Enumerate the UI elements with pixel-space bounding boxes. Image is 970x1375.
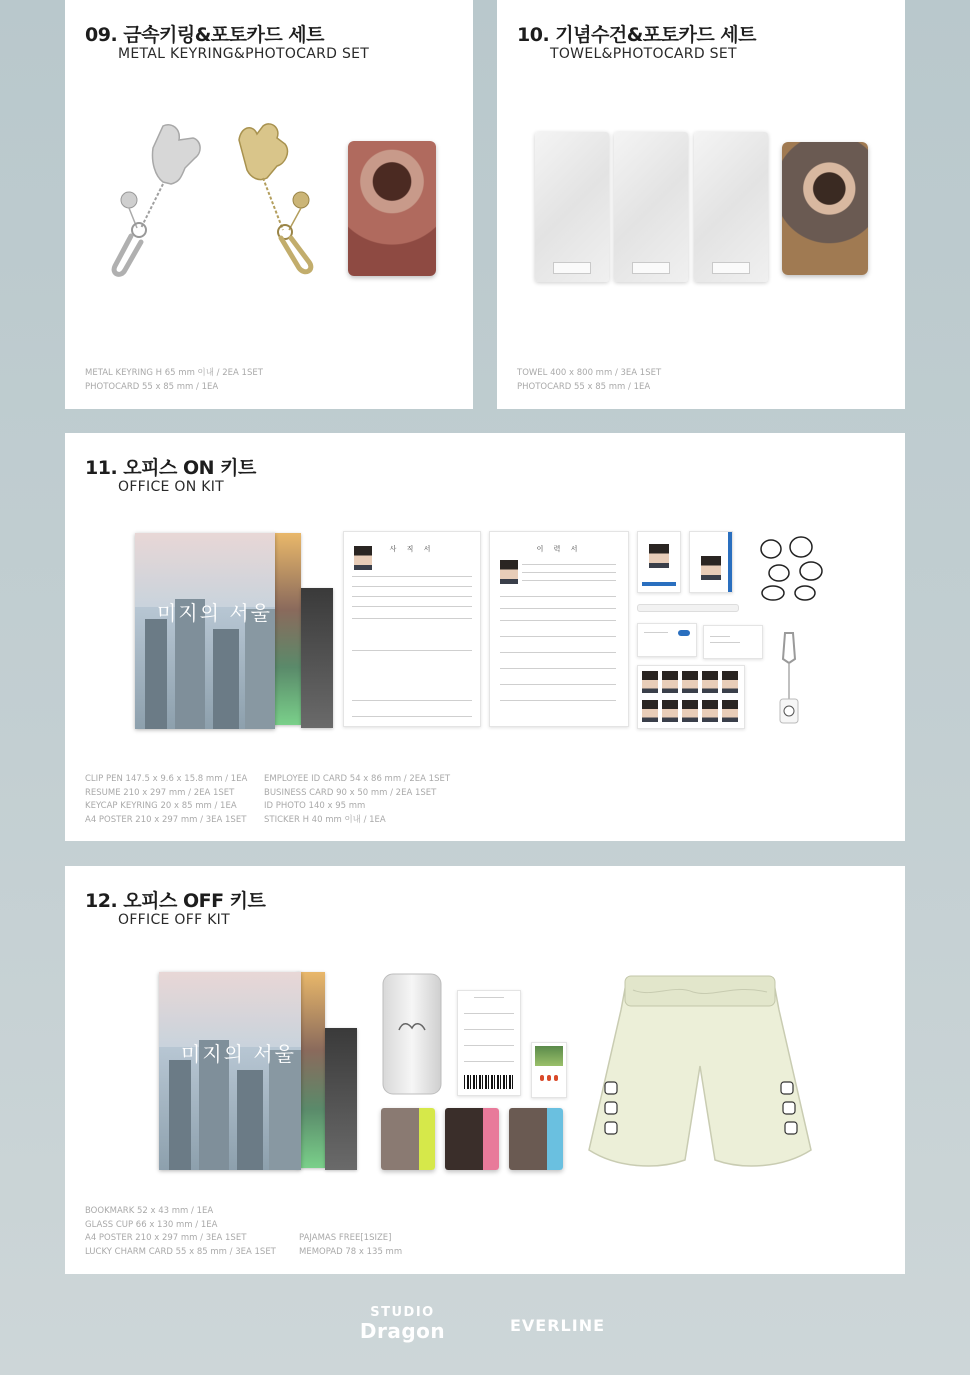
employee-id-card <box>637 531 681 593</box>
studio-logo-bottom: Dragon <box>359 1319 446 1343</box>
spec-line: KEYCAP KEYRING 20 x 85 mm / 1EA <box>85 801 237 812</box>
towel-image <box>694 132 768 282</box>
clip-pen-image <box>637 604 739 612</box>
gold-keyring-image <box>215 118 325 283</box>
towel-image <box>535 132 609 282</box>
spec-line: BUSINESS CARD 90 x 50 mm / 2EA 1SET <box>264 787 437 798</box>
spec-line <box>299 1205 402 1219</box>
product-card-office-off <box>65 866 905 1274</box>
glass-cup-image <box>379 970 445 1098</box>
product-title-ko: 09. 금속키링&포토카드 세트 <box>85 24 324 46</box>
a4-poster-image <box>135 533 275 729</box>
spec-line: GLASS CUP 66 x 130 mm / 1EA <box>85 1219 218 1230</box>
product-title-en: METAL KEYRING&PHOTOCARD SET <box>118 46 370 62</box>
studio-logo-top: STUDIO <box>370 1305 435 1320</box>
poster-stack-back <box>325 1028 357 1170</box>
product-title-en: TOWEL&PHOTOCARD SET <box>550 46 737 62</box>
spec-line: A4 POSTER 210 x 297 mm / 3EA 1SET <box>85 815 247 826</box>
spec-list <box>517 367 661 394</box>
spec-line: ID PHOTO 140 x 95 mm <box>264 801 366 812</box>
id-photo-thumb <box>354 546 372 570</box>
spec-line: PHOTOCARD 55 x 85 mm / 1EA <box>85 381 219 392</box>
spec-line: BOOKMARK 52 x 43 mm / 1EA <box>85 1206 214 1216</box>
spec-line: CLIP PEN 147.5 x 9.6 x 15.8 mm / 1EA <box>85 774 248 784</box>
spec-line: EMPLOYEE ID CARD 54 x 86 mm / 2EA 1SET <box>264 774 451 784</box>
business-card <box>703 625 763 659</box>
photocard-image <box>348 141 436 276</box>
bookmark-image <box>531 1042 567 1098</box>
sticker-sheet-image <box>755 531 835 603</box>
product-card-keyring <box>65 0 473 409</box>
towel-image <box>614 132 688 282</box>
photocard-image <box>782 142 868 275</box>
poster-stack-back <box>301 588 333 728</box>
spec-line: MEMOPAD 78 x 135 mm <box>299 1247 403 1258</box>
poster-caption: 미지의 서울 <box>157 601 272 625</box>
resume-document-1 <box>343 531 481 727</box>
product-card-towel <box>497 0 905 409</box>
spec-list-left <box>85 773 247 828</box>
spec-line: METAL KEYRING H 65 mm 이내 / 2EA 1SET <box>85 368 263 378</box>
document-header: 이 력 서 <box>536 545 582 553</box>
id-photo-sheet <box>637 665 745 729</box>
studio-dragon-logo <box>345 1305 460 1342</box>
spec-line <box>299 1219 402 1233</box>
keycap-keyring-image <box>775 629 805 729</box>
spec-line: RESUME 210 x 297 mm / 2EA 1SET <box>85 787 235 798</box>
spec-line: PAJAMAS FREE[1SIZE] <box>299 1233 392 1244</box>
pajama-shorts-image <box>583 970 817 1174</box>
product-title-ko: 11. 오피스 ON 키트 <box>85 457 256 479</box>
lucky-charm-card-image <box>445 1108 499 1170</box>
spec-list-right <box>264 773 450 828</box>
a4-poster-image <box>159 972 301 1170</box>
id-photo-thumb <box>500 560 518 584</box>
product-title-ko: 10. 기념수건&포토카드 세트 <box>517 24 756 46</box>
business-card <box>637 623 697 657</box>
product-title-en: OFFICE ON KIT <box>118 479 225 495</box>
everline-logo: EVERLINE <box>509 1316 606 1335</box>
spec-line: PHOTOCARD 55 x 85 mm / 1EA <box>517 381 651 392</box>
spec-list <box>85 367 263 394</box>
document-header: 사 직 서 <box>389 545 435 553</box>
memopad-image <box>457 990 521 1096</box>
lucky-charm-card-image <box>381 1108 435 1170</box>
spec-line: A4 POSTER 210 x 297 mm / 3EA 1SET <box>85 1233 247 1244</box>
product-title-ko: 12. 오피스 OFF 키트 <box>85 890 266 912</box>
poster-caption: 미지의 서울 <box>181 1042 296 1066</box>
poster-stack-back <box>273 533 301 725</box>
spec-list-right <box>299 1205 402 1260</box>
silver-keyring-image <box>101 118 211 283</box>
spec-line: TOWEL 400 x 800 mm / 3EA 1SET <box>517 368 662 378</box>
product-title-en: OFFICE OFF KIT <box>118 912 230 928</box>
lucky-charm-card-image <box>509 1108 563 1170</box>
poster-stack-back <box>297 972 325 1168</box>
resume-document-2 <box>489 531 629 727</box>
spec-line: STICKER H 40 mm 이내 / 1EA <box>264 815 386 826</box>
spec-list-left <box>85 1205 276 1260</box>
employee-id-card <box>689 531 733 593</box>
product-card-office-on <box>65 433 905 841</box>
spec-line: LUCKY CHARM CARD 55 x 85 mm / 3EA 1SET <box>85 1247 276 1258</box>
